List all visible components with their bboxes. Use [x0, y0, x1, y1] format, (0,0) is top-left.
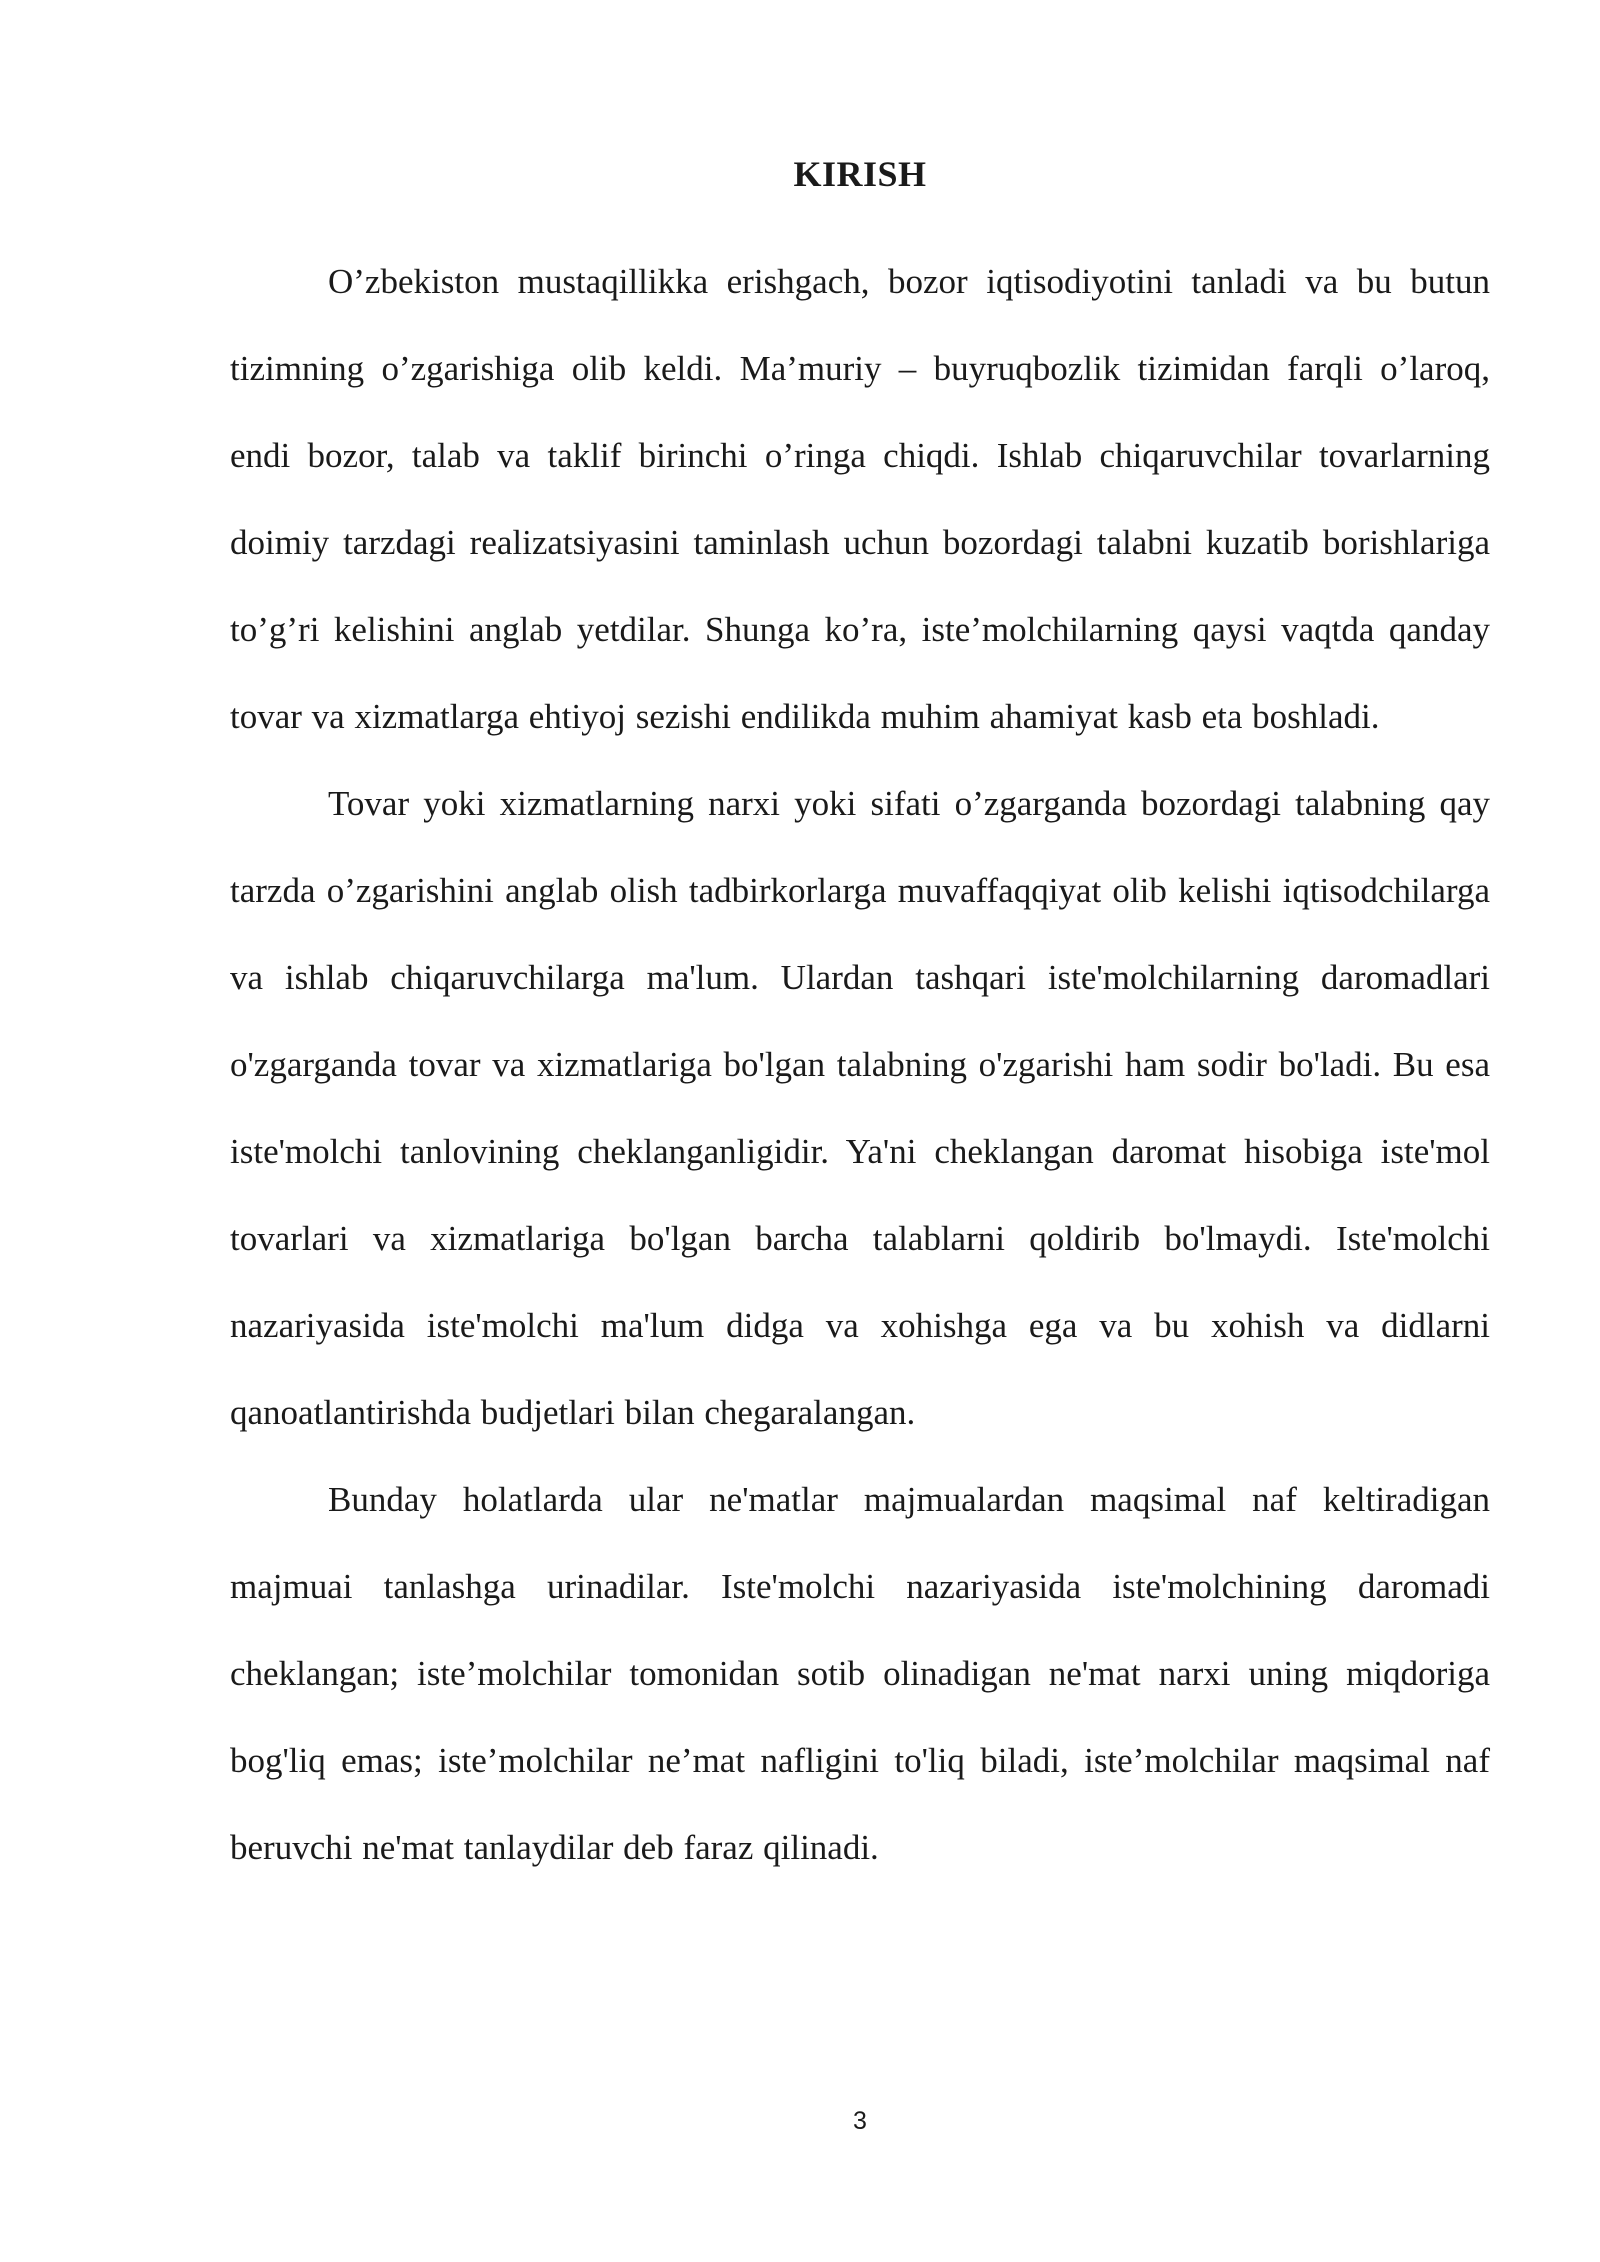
paragraph-3: Bunday holatlarda ular ne'matlar majmualardan maqsimal naf keltiradigan majmuai tanlashga urinadilar. Iste'molchi nazariyasida iste'molchining daromadi cheklangan; iste’molchilar tomonidan sotib olinadigan ne'mat narxi uning miqdoriga bog'liq emas; iste’molchilar ne’mat nafligini to'liq biladi, iste’molchilar maqsimal naf beruvchi ne'mat tanlaydilar deb faraz qilinadi. — [230, 1480, 1490, 1867]
body-text — [230, 238, 1490, 1891]
page-title: KIRISH — [793, 154, 927, 194]
paragraph-1: O’zbekiston mustaqillikka erishgach, bozor iqtisodiyotini tanladi va bu butun tizimning o’zgarishiga olib keldi. Ma’muriy – buyruqbozlik tizimidan farqli o’laroq, endi bozor, talab va taklif birinchi o’ringa chiqdi. Ishlab chiqaruvchilar tovarlarning doimiy tarzdagi realizatsiyasini taminlash uchun bozordagi talabni kuzatib borishlariga to’g’ri kelishini anglab yetdilar. Shunga ko’ra, iste’molchilarning qaysi vaqtda qanday tovar va xizmatlarga ehtiyoj sezishi endilikda muhim ahamiyat kasb eta boshladi. — [230, 262, 1490, 736]
page-number: 3 — [853, 2107, 867, 2135]
paragraph-2: Tovar yoki xizmatlarning narxi yoki sifati o’zgarganda bozordagi talabning qay tarzda o’zgarishini anglab olish tadbirkorlarga muvaffaqqiyat olib kelishi iqtisodchilarga va ishlab chiqaruvchilarga ma'lum. Ulardan tashqari iste'molchilarning daromadlari o'zgarganda tovar va xizmatlariga bo'lgan talabning o'zgarishi ham sodir bo'ladi. Bu esa iste'molchi tanlovining cheklanganligidir. Ya'ni cheklangan daromat hisobiga iste'mol tovarlari va xizmatlariga bo'lgan barcha talablarni qoldirib bo'lmaydi. Iste'molchi nazariyasida iste'molchi ma'lum didga va xohishga ega va bu xohish va didlarni qanoatlantirishda budjetlari bilan chegaralangan. — [230, 784, 1490, 1432]
